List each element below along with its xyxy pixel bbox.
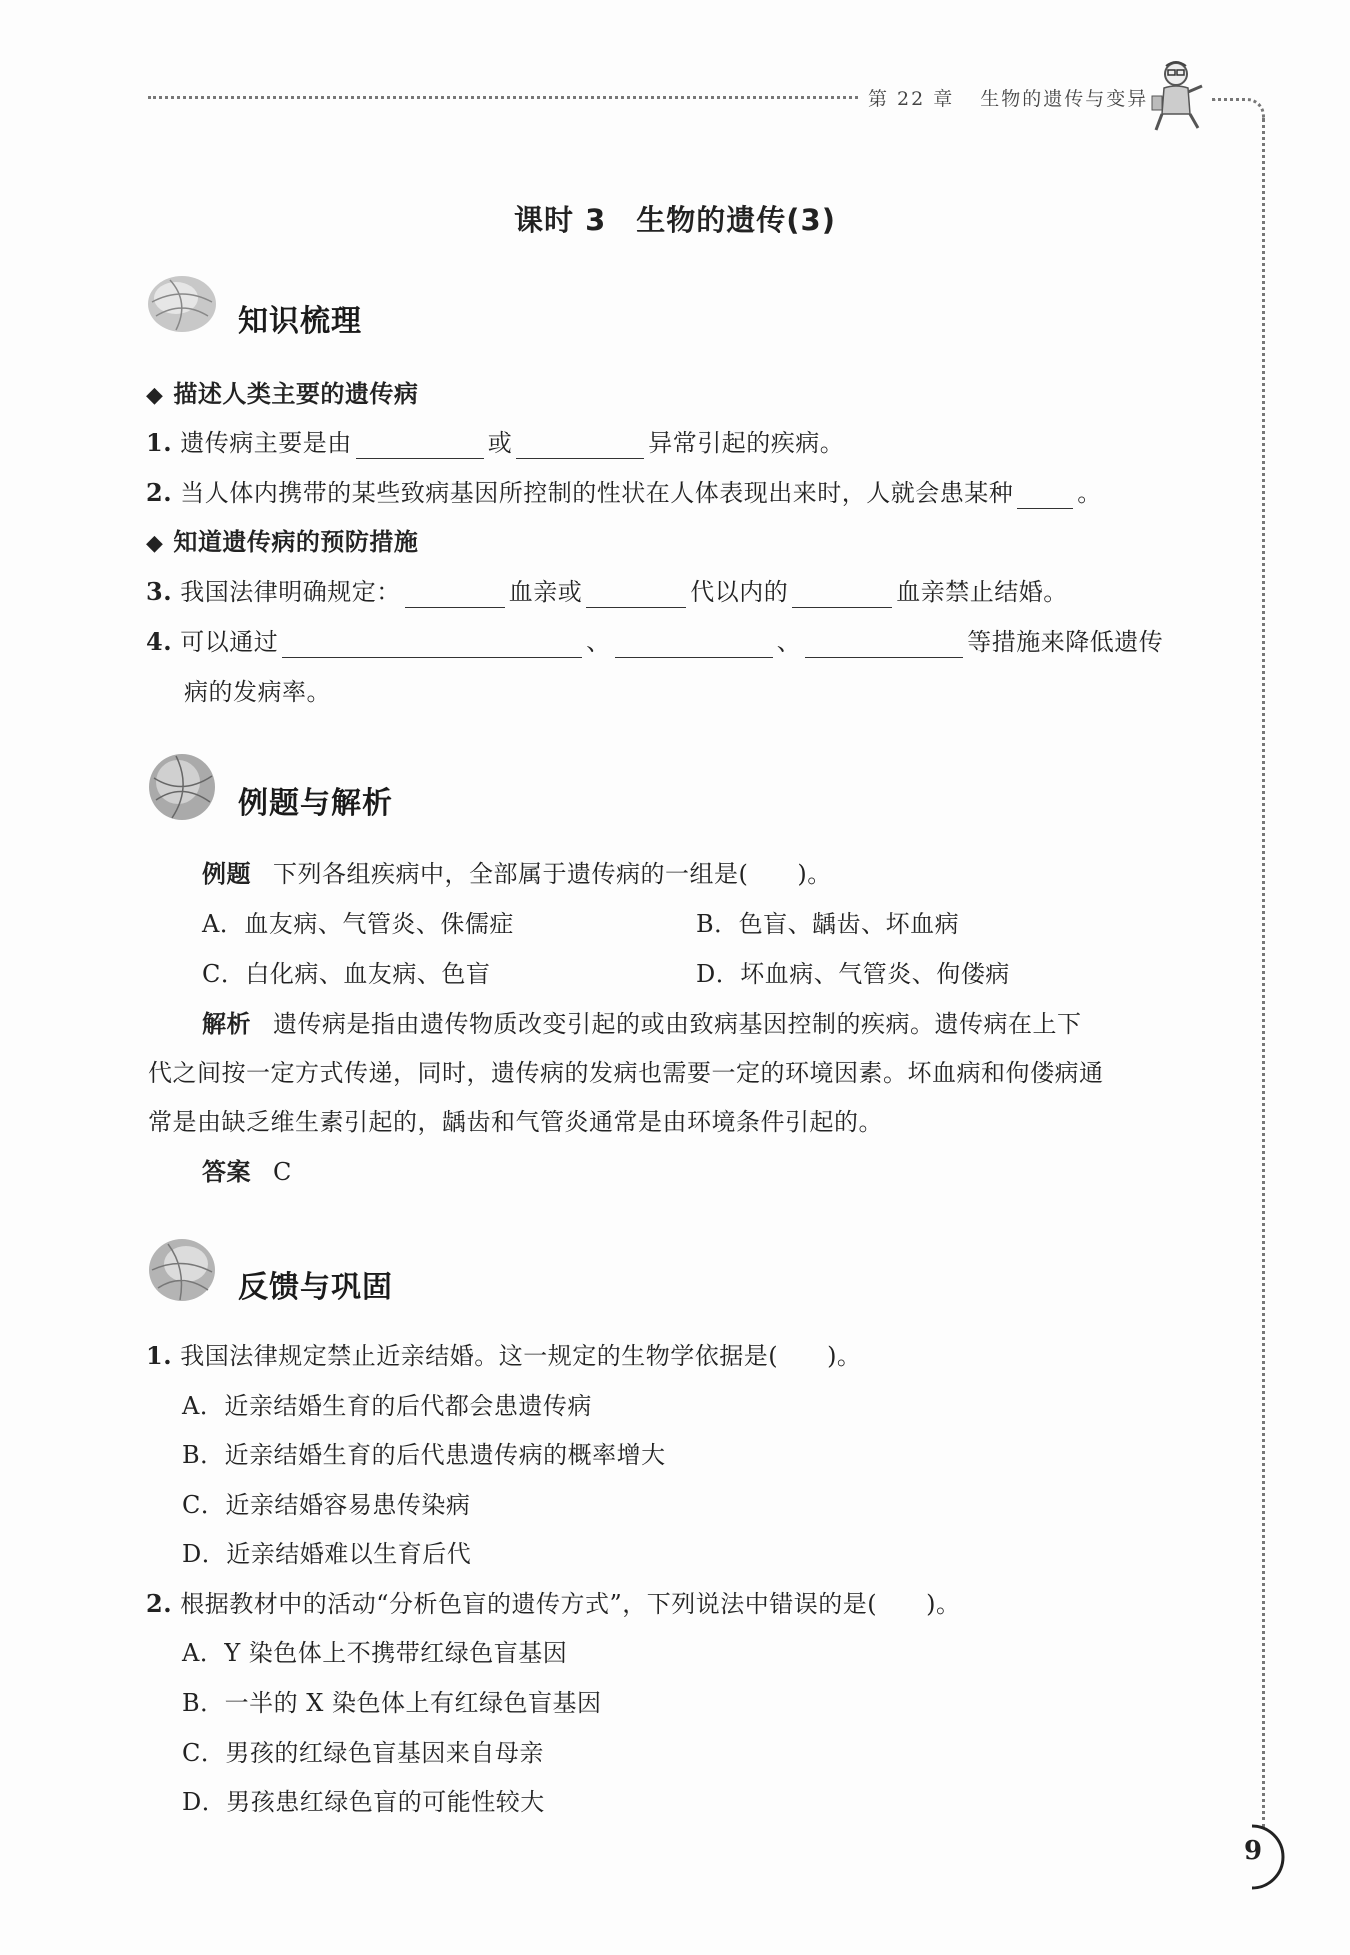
example-option-c: C．白化病、血友病、色盲	[202, 960, 491, 988]
page-number: 9	[1244, 1836, 1263, 1866]
answer-blank[interactable]	[1017, 482, 1073, 509]
section-ball-icon	[146, 752, 218, 822]
feedback-q2-option-d: D．男孩患红绿色盲的可能性较大	[182, 1788, 545, 1816]
answer-blank[interactable]	[356, 432, 484, 459]
running-header	[868, 84, 1148, 111]
example-analysis: 解析 遗传病是指由遗传物质改变引起的或由致病基因控制的疾病。遗传病在上下	[202, 1010, 1082, 1038]
knowledge-question-1: 1. 遗传病主要是由 或 异常引起的疾病。	[146, 428, 845, 457]
knowledge-question-4: 4. 可以通过 、 、 等措施来降低遗传	[146, 627, 1164, 656]
section-title: 例题与解析	[238, 786, 393, 821]
mascot-icon	[1146, 56, 1210, 136]
example-option-a: A．血友病、气管炎、侏儒症	[202, 910, 514, 938]
example-analysis-line-2: 代之间按一定方式传递，同时，遗传病的发病也需要一定的环境因素。坏血病和佝偻病通	[148, 1059, 1104, 1087]
example-question: 例题 下列各组疾病中，全部属于遗传病的一组是( )。	[202, 860, 832, 888]
answer-blank[interactable]	[615, 631, 773, 658]
example-option-b: B．色盲、龋齿、坏血病	[696, 910, 960, 938]
section-example-heading	[146, 752, 546, 842]
knowledge-subheading-1: ◆ 描述人类主要的遗传病	[146, 378, 418, 412]
diamond-bullet-icon: ◆	[146, 531, 164, 556]
knowledge-question-4-cont: 病的发病率。	[184, 678, 331, 706]
feedback-question-2: 2. 根据教材中的活动“分析色盲的遗传方式”，下列说法中错误的是( )。	[146, 1589, 961, 1618]
feedback-question-1: 1. 我国法律规定禁止近亲结婚。这一规定的生物学依据是( )。	[146, 1341, 862, 1370]
section-knowledge-heading	[146, 272, 546, 362]
knowledge-question-3: 3. 我国法律明确规定： 血亲或 代以内的 血亲禁止结婚。	[146, 577, 1068, 606]
chapter-number: 第 22 章	[868, 88, 955, 110]
answer-blank[interactable]	[282, 631, 582, 658]
section-feedback-heading	[146, 1236, 546, 1326]
lesson-number: 课时 3	[514, 203, 607, 237]
section-ball-icon	[146, 1236, 218, 1304]
knowledge-subheading-2: ◆ 知道遗传病的预防措施	[146, 526, 418, 560]
section-title: 反馈与巩固	[238, 1270, 393, 1305]
answer-blank[interactable]	[405, 581, 505, 608]
answer-blank[interactable]	[792, 581, 892, 608]
feedback-q1-option-d: D．近亲结婚难以生育后代	[182, 1540, 472, 1568]
diamond-bullet-icon: ◆	[146, 383, 164, 408]
feedback-q2-option-a: A．Y 染色体上不携带红绿色盲基因	[182, 1639, 568, 1667]
header-dotted-rule	[148, 96, 858, 99]
knowledge-question-2: 2. 当人体内携带的某些致病基因所控制的性状在人体表现出来时，人就会患某种 。	[146, 478, 1102, 507]
feedback-q2-option-b: B．一半的 X 染色体上有红绿色盲基因	[182, 1689, 602, 1717]
example-answer: 答案 C	[202, 1158, 292, 1186]
margin-dotted-rule	[1262, 118, 1265, 1828]
chapter-title: 生物的遗传与变异	[980, 88, 1149, 110]
feedback-q1-option-a: A．近亲结婚生育的后代都会患遗传病	[182, 1392, 592, 1420]
feedback-q1-option-b: B．近亲结婚生育的后代患遗传病的概率增大	[182, 1441, 666, 1469]
feedback-q2-option-c: C．男孩的红绿色盲基因来自母亲	[182, 1739, 544, 1767]
section-title: 知识梳理	[238, 304, 362, 339]
feedback-q1-option-c: C．近亲结婚容易患传染病	[182, 1491, 471, 1519]
header-dotted-corner	[1212, 98, 1265, 121]
example-analysis-line-3: 常是由缺乏维生素引起的，龋齿和气管炎通常是由环境条件引起的。	[148, 1108, 883, 1136]
example-option-d: D．坏血病、气管炎、佝偻病	[696, 960, 1010, 988]
answer-blank[interactable]	[805, 631, 963, 658]
lesson-title	[0, 198, 1350, 239]
answer-blank[interactable]	[516, 432, 644, 459]
answer-blank[interactable]	[586, 581, 686, 608]
section-ball-icon	[146, 272, 218, 336]
lesson-topic: 生物的遗传(3)	[636, 203, 836, 237]
